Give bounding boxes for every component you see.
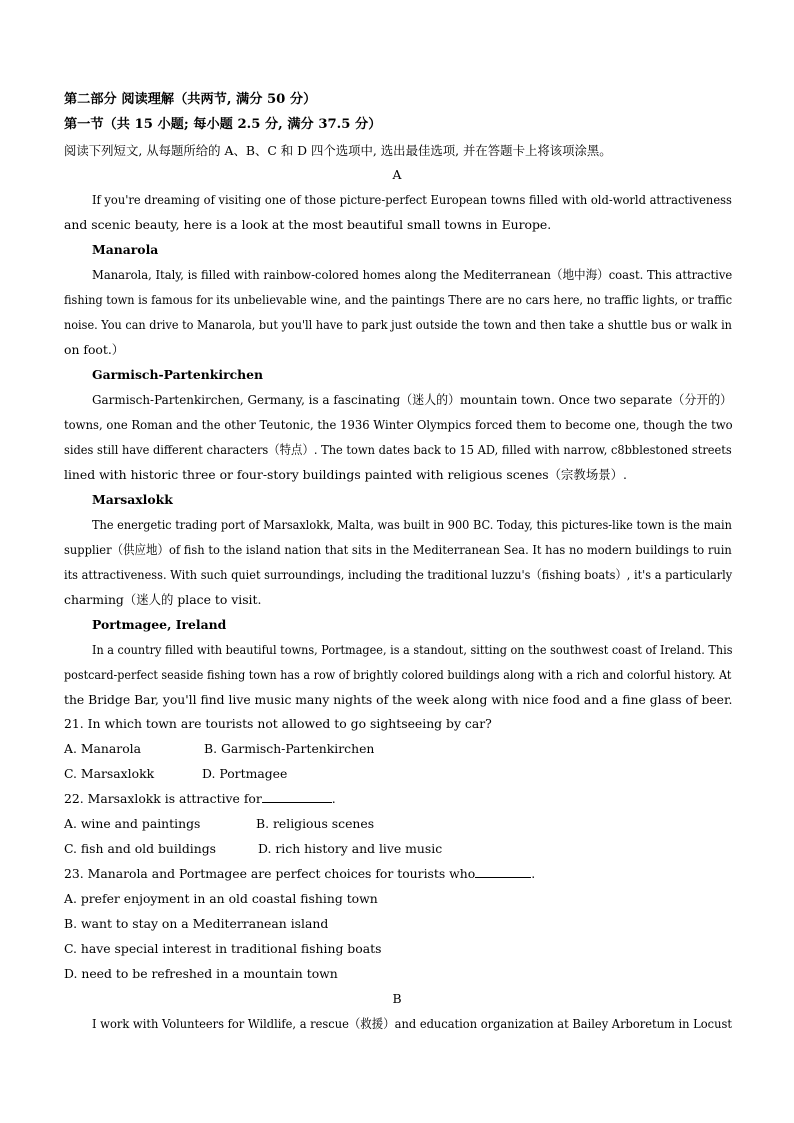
section-heading-manarola: Manarola (92, 242, 159, 257)
question-22-option-b[interactable]: B. religious scenes (256, 816, 375, 831)
question-22-stem-end: . (331, 791, 336, 806)
section-title: 第一节（共 15 小题; 每小题 2.5 分, 满分 37.5 分） (64, 117, 382, 132)
paragraph-line: noise. You can drive to Manarola, but you'll have to park just outside the town and then take a shuttle bus or walk in (64, 317, 732, 332)
section-heading-garmisch: Garmisch-Partenkirchen (92, 367, 264, 382)
paragraph-line: supplier（供应地）of fish to the island nation that sits in the Mediterranean Sea. It has no modern buildings to ruin (64, 542, 732, 557)
instructions: 阅读下列短文, 从每题所给的 A、B、C 和 D 四个选项中, 选出最佳选项, 并在答题卡上将该项涂黑。 (64, 143, 612, 158)
section-heading-marsaxlokk: Marsaxlokk (92, 492, 173, 507)
paragraph-line: its attractiveness. With such quiet surroundings, including the traditional luzzu's（fishing boats）, it's a particularly (64, 567, 733, 582)
paragraph-line: The energetic trading port of Marsaxlokk, Malta, was built in 900 BC. Today, this pictures-like town is the main (92, 517, 732, 532)
passage-a-intro-line: If you're dreaming of visiting one of those picture-perfect European towns filled with old-world attractiveness (92, 192, 732, 207)
passage-a-intro-line: and scenic beauty, here is a look at the most beautiful small towns in Europe. (64, 217, 552, 232)
paragraph-line: In a country filled with beautiful towns, Portmagee, is a standout, sitting on the southwest coast of Ireland. This (92, 642, 733, 657)
section-heading-portmagee: Portmagee, Ireland (92, 617, 227, 632)
question-22-option-c[interactable]: C. fish and old buildings (64, 841, 216, 856)
question-23-option-d[interactable]: D. need to be refreshed in a mountain town (64, 966, 338, 981)
question-21-option-d[interactable]: D. Portmagee (202, 766, 288, 781)
question-22-stem (64, 791, 336, 807)
paragraph-line: postcard-perfect seaside fishing town has a row of brightly colored buildings along with a rich and colorful history. At (64, 667, 732, 682)
question-23-option-c[interactable]: C. have special interest in traditional fishing boats (64, 941, 382, 956)
passage-b-label: B (392, 991, 402, 1006)
paragraph-line: charming（迷人的 place to visit. (64, 592, 262, 607)
passage-a-label: A (392, 167, 402, 182)
question-23-stem-text: 23. Manarola and Portmagee are perfect choices for tourists who (64, 866, 476, 881)
question-22-option-d[interactable]: D. rich history and live music (258, 841, 443, 856)
paragraph-line: the Bridge Bar, you'll find live music many nights of the week along with nice food and a fine glass of beer. (64, 692, 733, 707)
question-23-stem (64, 866, 535, 882)
question-23-option-a[interactable]: A. prefer enjoyment in an old coastal fishing town (64, 891, 378, 906)
paragraph-line: on foot.） (64, 342, 125, 357)
paragraph-line: sides still have different characters（特点）. The town dates back to 15 AD, filled with narrow, c8bblestoned streets (64, 442, 732, 457)
answer-blank (475, 866, 531, 878)
paragraph-line: Manarola, Italy, is filled with rainbow-colored homes along the Mediterranean（地中海）coast. This attractive (92, 267, 733, 282)
question-21-option-c[interactable]: C. Marsaxlokk (64, 766, 155, 781)
paragraph-line: fishing town is famous for its unbelievable wine, and the paintings There are no cars here, no traffic lights, or traffic (64, 292, 733, 307)
paragraph-line: lined with historic three or four-story buildings painted with religious scenes（宗教场景）. (64, 467, 627, 482)
question-21-stem: 21. In which town are tourists not allowed to go sightseeing by car? (64, 716, 492, 731)
passage-b-first-line: I work with Volunteers for Wildlife, a rescue（救援）and education organization at Bailey Arboretum in Locust (92, 1016, 732, 1031)
answer-blank (262, 791, 332, 803)
question-23-stem-end: . (531, 866, 536, 881)
paragraph-line: Garmisch-Partenkirchen, Germany, is a fascinating（迷人的）mountain town. Once two separate（分开的） (92, 392, 733, 407)
question-22-option-a[interactable]: A. wine and paintings (64, 816, 201, 831)
part-title: 第二部分 阅读理解（共两节, 满分 50 分） (64, 92, 317, 107)
paragraph-line: towns, one Roman and the other Teutonic, the 1936 Winter Olympics forced them to become one, though the two (64, 417, 733, 432)
question-21-option-b[interactable]: B. Garmisch-Partenkirchen (204, 741, 375, 756)
question-23-option-b[interactable]: B. want to stay on a Mediterranean island (64, 916, 329, 931)
question-21-option-a[interactable]: A. Manarola (64, 741, 141, 756)
question-22-stem-text: 22. Marsaxlokk is attractive for (64, 791, 262, 806)
